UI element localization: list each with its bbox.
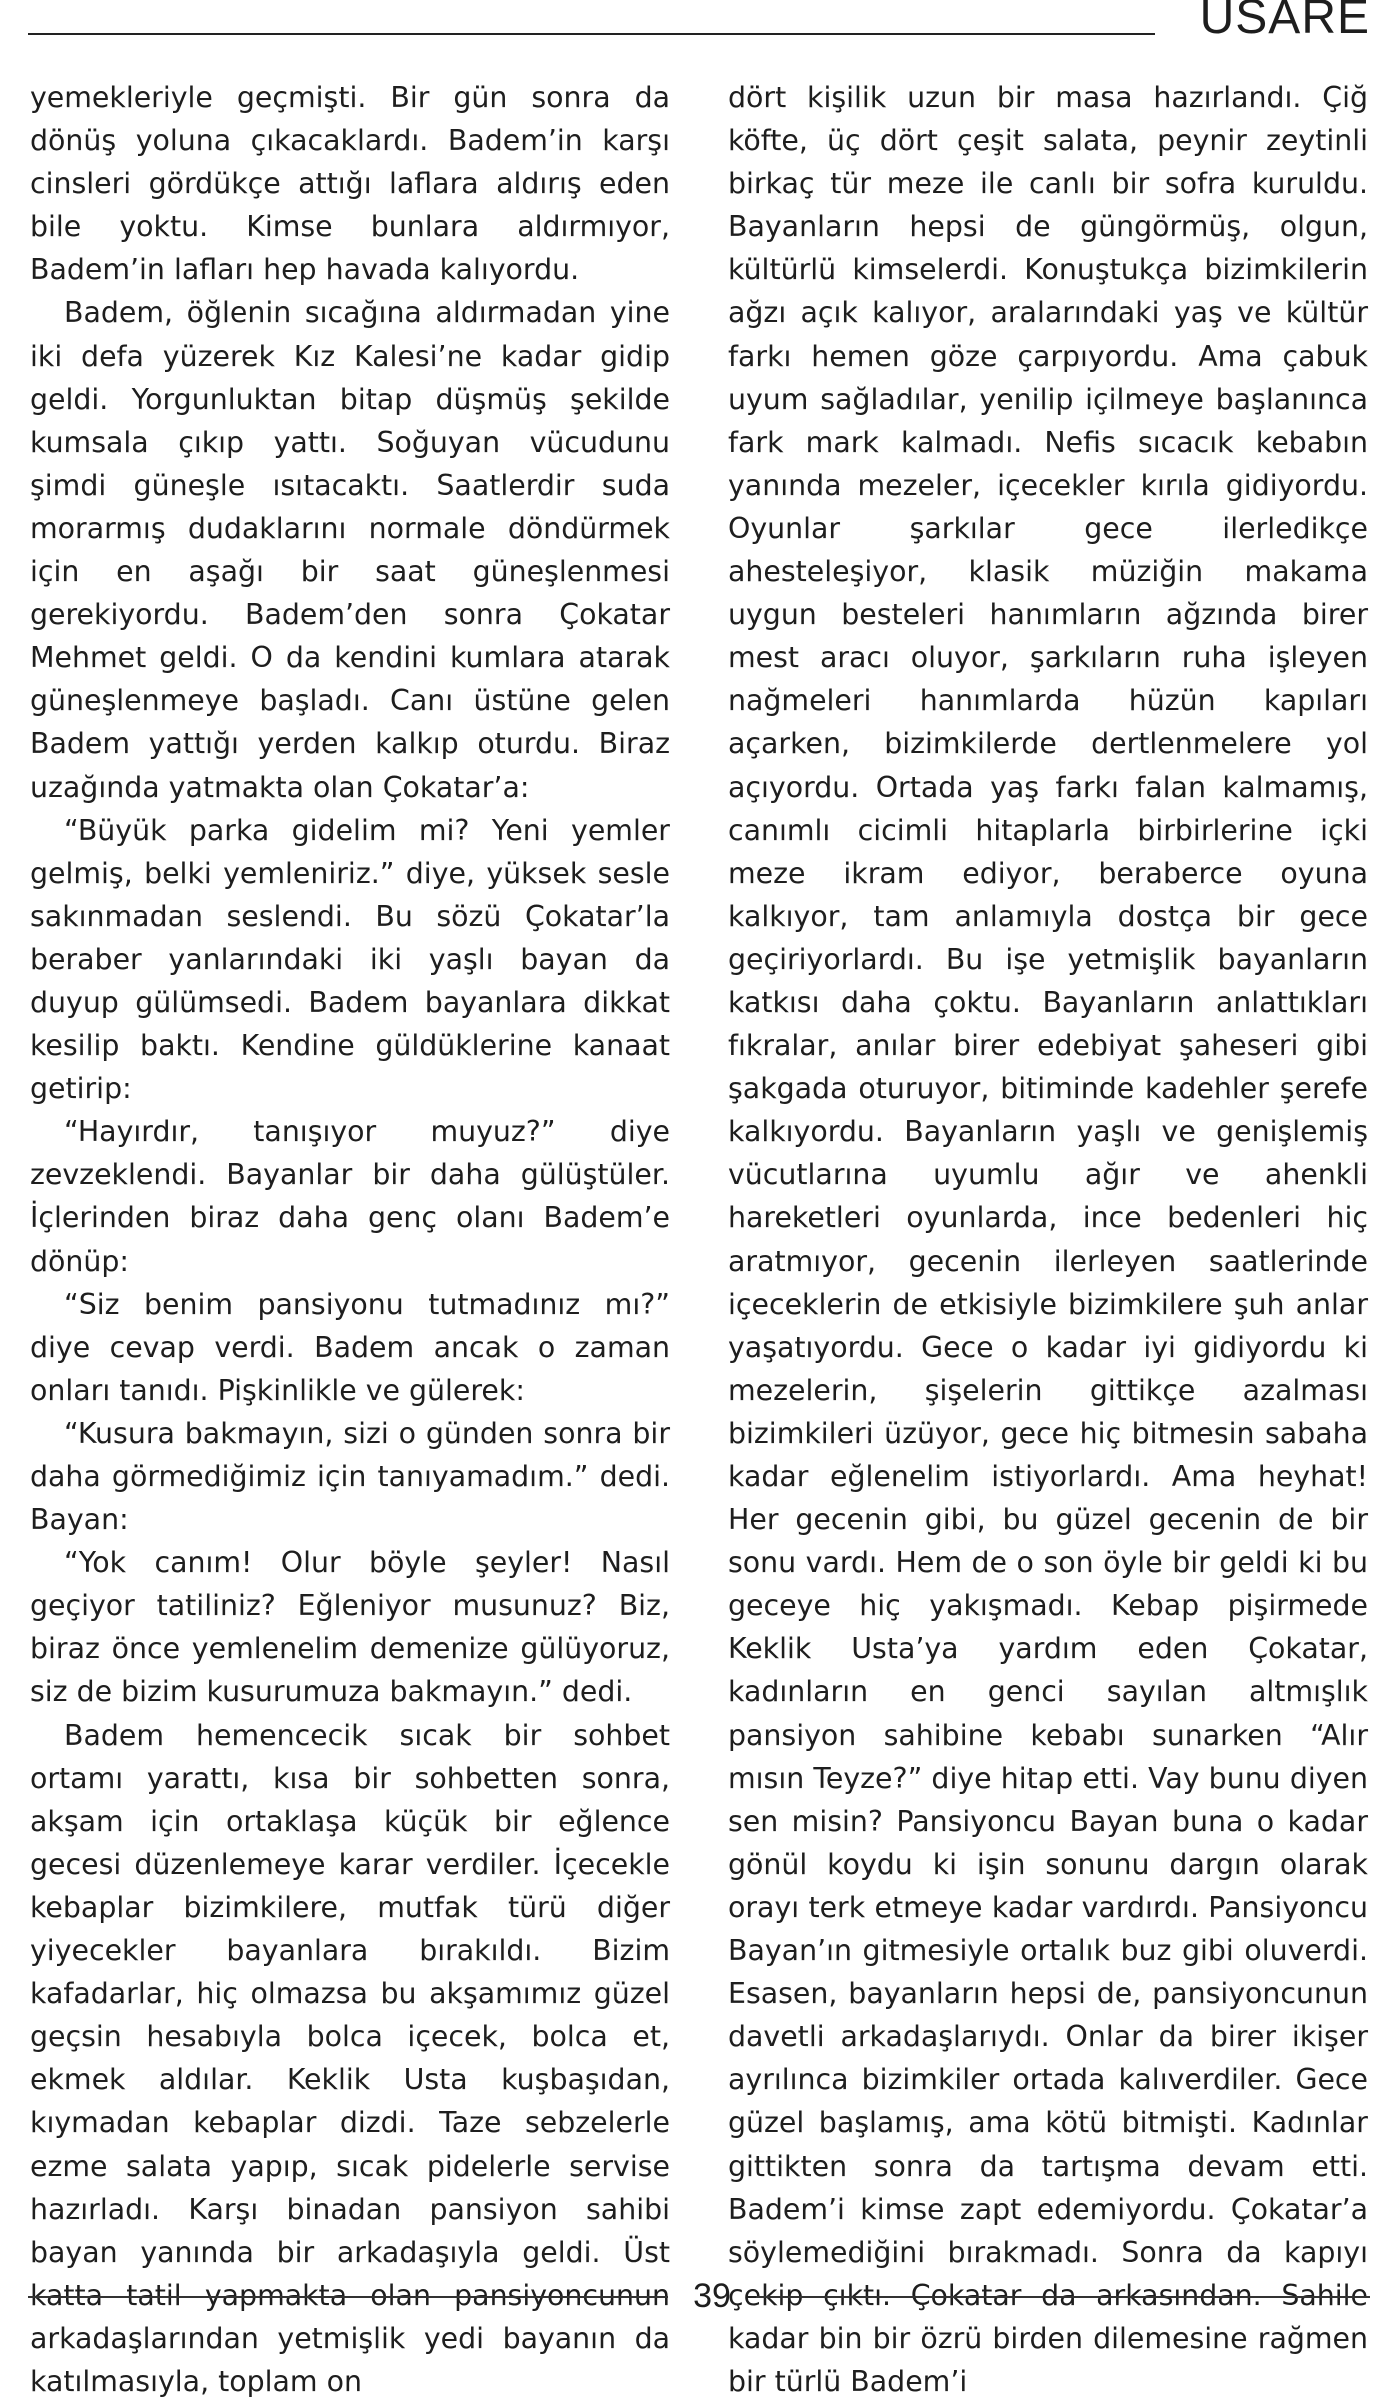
paragraph: “Hayırdır, tanışıyor muyuz?” diye zevzeklendi. Bayanlar bir daha gülüştüler. İçlerinden biraz daha genç olanı Badem’e dönüp:: [30, 1115, 670, 1278]
paragraph: dört kişilik uzun bir masa hazırlandı. Çiğ köfte, üç dört çeşit salata, peynir zeytinli birkaç tür meze ile canlı bir sofra kuruldu. Bayanların hepsi de güngörmüş, olgun, kültürlü kimselerdi. Konuştukça bizimkilerin ağzı açık kalıyor, aralarındaki yaş ve kültür farkı hemen göze çarpıyordu. Ama çabuk uyum sağladılar, yenilip içilmeye başlanınca fark mark kalmadı. Nefis sıcacık kebabın yanında mezeler, içecekler kırıla gidiyordu. Oyunlar şarkılar gece ilerledikçe ahesteleşiyor, klasik müziğin makama uygun besteleri hanımların ağzında birer mest aracı oluyor, şarkıların ruha işleyen nağmeleri hanımlarda hüzün kapıları açarken, bizimkilerde dertlenmelere yol açıyordu. Ortada yaş farkı falan kalmamış, canımlı cicimli hitaplarla birbirlerine içki meze ikram ediyor, beraberce oyuna kalkıyor, tam anlamıyla dostça bir gece geçiriyorlardı. Bu işe yetmişlik bayanların katkısı daha çoktu. Bayanların anlattıkları fıkralar, anılar birer edebiyat şaheseri gibi şakgada oturuyor, bitiminde kadehler şerefe kalkıyordu. Bayanların yaşlı ve genişlemiş vücutlarına uyumlu ağır ve ahenkli hareketleri oyunlarda, ince bedenleri hiç aratmıyor, gecenin ilerleyen saatlerinde içeceklerin de etkisiyle bizimkilere şuh anlar yaşatıyordu. Gece o kadar iyi gidiyordu ki mezelerin, şişelerin gittikçe azalması bizimkileri üzüyor, gece hiç bitmesin sabaha kadar eğlenelim istiyorlardı. Ama heyhat! Her gecenin gibi, bu güzel gecenin de bir sonu vardı. Hem de o son öyle bir geldi ki bu geceye hiç yakışmadı. Kebap pişirmede Keklik Usta’ya yardım eden Çokatar, kadınların en genci sayılan altmışlık pansiyon sahibine kebabı sunarken “Alır mısın Teyze?” diye hitap etti. Vay bunu diyen sen misin? Pansiyoncu Bayan buna o kadar gönül koydu ki işin sonunu dargın olarak orayı terk etmeye kadar vardırdı. Pansiyoncu Bayan’ın gitmesiyle ortalık buz gibi oluverdi. Esasen, bayanların hepsi de, pansiyoncunun davetli arkadaşlarıydı. Onlar da birer ikişer ayrılınca bizimkiler ortada kalıverdiler. Gece güzel başlamış, ama kötü bitmişti. Kadınlar gittikten sonra da tartışma devam etti. Badem’i kimse zapt edemiyordu. Çokatar’a söylemediğini bırakmadı. Sonra da kapıyı çekip çıktı. Çokatar da arkasından. Sahile kadar bin bir özrü birden dilemesine rağmen bir türlü Badem’i: [728, 81, 1368, 2398]
paragraph: “Büyük parka gidelim mi? Yeni yemler gelmiş, belki yemleniriz.” diye, yüksek sesle sakınmadan seslendi. Bu sözü Çokatar’la beraber yanlarındaki iki yaşlı bayan da duyup gülümsedi. Badem bayanlara dikkat kesilip baktı. Kendine güldüklerine kanaat getirip:: [30, 813, 670, 1106]
running-title: USARE: [1199, 0, 1370, 44]
footer-rule: [28, 2296, 668, 2298]
paragraph: “Kusura bakmayın, sizi o günden sonra bir daha görmediğimiz için tanıyamadım.” dedi. Bayan:: [30, 1416, 670, 1537]
paragraph: “Yok canım! Olur böyle şeyler! Nasıl geçiyor tatiliniz? Eğleniyor musunuz? Biz, biraz önce yemlenelim demenize gülüyoruz, siz de bizim kusurumuza bakmayın.” dedi.: [30, 1546, 670, 1709]
page-number: 39: [693, 2277, 731, 2315]
header-rule: [28, 33, 1155, 35]
paragraph: Badem hemencecik sıcak bir sohbet ortamı yarattı, kısa bir sohbetten sonra, akşam için ortaklaşa küçük bir eğlence gecesi düzenlemeye karar verdiler. İçecekle kebaplar bizimkilere, mutfak türü diğer yiyecekler bayanlara bırakıldı. Bizim kafadarlar, hiç olmazsa bu akşamımız güzel geçsin hesabıyla bolca içecek, bolca et, ekmek aldılar. Keklik Usta kuşbaşıdan, kıymadan kebaplar dizdi. Taze sebzelerle ezme salata yapıp, sıcak pidelerle servise hazırladı. Karşı binadan pansiyon sahibi bayan yanında bir arkadaşıyla geldi. Üst katta tatil yapmakta olan pansiyoncunun arkadaşlarından yetmişlik yedi bayanın da katılmasıyla, toplam on: [30, 1718, 670, 2398]
right-column: [728, 76, 1368, 2403]
paragraph: “Siz benim pansiyonu tutmadınız mı?” diye cevap verdi. Badem ancak o zaman onları tanıdı. Pişkinlikle ve gülerek:: [30, 1287, 670, 1407]
paragraph: yemekleriyle geçmişti. Bir gün sonra da dönüş yoluna çıkacaklardı. Badem’in karşı cinsleri gördükçe attığı laflara aldırış eden bile yoktu. Kimse bunlara aldırmıyor, Badem’in lafları hep havada kalıyordu.: [30, 81, 670, 287]
left-column: [30, 76, 670, 2403]
page-footer: [28, 2276, 1370, 2316]
paragraph: Badem, öğlenin sıcağına aldırmadan yine iki defa yüzerek Kız Kalesi’ne kadar gidip geldi. Yorgunluktan bitap düşmüş şekilde kumsala çıkıp yattı. Soğuyan vücudunu şimdi güneşle ısıtacaktı. Saatlerdir suda morarmış dudaklarını normale döndürmek için en aşağı bir saat güneşlenmesi gerekiyordu. Badem’den sonra Çokatar Mehmet geldi. O da kendini kumlara atarak güneşlenmeye başladı. Canı üstüne gelen Badem yattığı yerden kalkıp oturdu. Biraz uzağında yatmakta olan Çokatar’a:: [30, 296, 670, 804]
page-header: [28, 0, 1370, 44]
footer-rule: [756, 2296, 1370, 2298]
